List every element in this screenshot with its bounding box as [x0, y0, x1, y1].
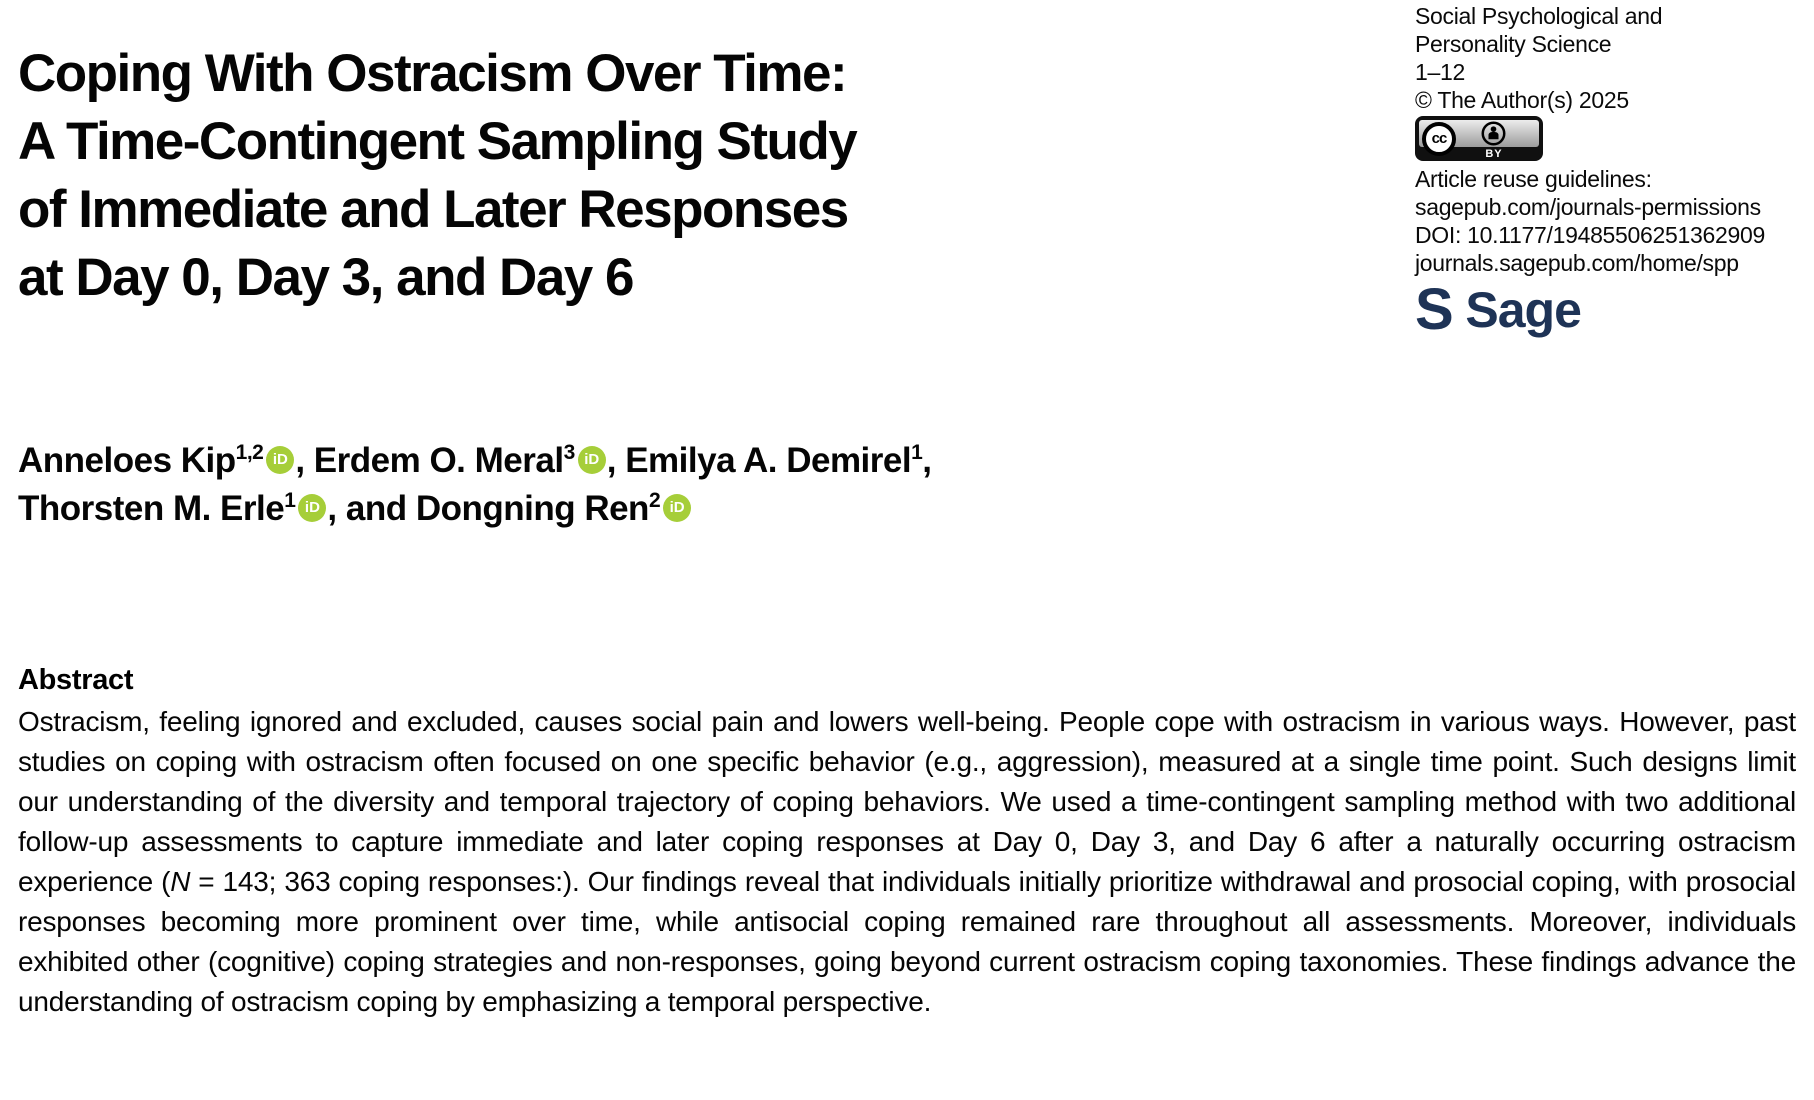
orcid-icon[interactable]: iD	[266, 446, 294, 474]
journal-copyright: © The Author(s) 2025	[1415, 87, 1629, 113]
author-name: Emilya A. Demirel	[625, 441, 912, 480]
title-line-4: at Day 0, Day 3, and Day 6	[18, 248, 633, 307]
sage-logo-text: Sage	[1465, 282, 1581, 338]
journal-pages: 1–12	[1415, 59, 1465, 85]
author-separator: , and	[327, 489, 416, 528]
orcid-icon[interactable]: iD	[298, 494, 326, 522]
abstract-italic-n: N	[170, 866, 191, 897]
author-separator: ,	[295, 441, 314, 480]
orcid-icon[interactable]: iD	[663, 494, 691, 522]
cc-icon: cc	[1422, 122, 1456, 156]
cc-by-label: BY	[1485, 148, 1503, 160]
author-affiliation-sup: 1	[911, 441, 923, 465]
abstract-text-part1: Ostracism, feeling ignored and excluded, causes social pain and lowers well-being. People cope with ostracism in various ways. However, past studies on coping with ostracism often focused on one specific behavior (e.g., aggression), measured at a single time point. Such designs limit our understanding of the diversity and temporal trajectory of coping behaviors. We used a time-contingent sampling method with two additional follow-up assessments to capture immediate and later coping responses at Day 0, Day 3, and Day 6 after a naturally occurring ostracism experience (	[18, 706, 1796, 897]
abstract-heading: Abstract	[18, 664, 134, 696]
author-ren	[416, 489, 692, 528]
author-erle	[18, 489, 416, 528]
title-line-3: of Immediate and Later Responses	[18, 180, 848, 239]
title-line-2: A Time-Contingent Sampling Study	[18, 112, 857, 171]
journal-name-line2: Personality Science	[1415, 31, 1612, 57]
author-line-1	[18, 437, 932, 485]
sage-s-icon: S	[1415, 277, 1454, 342]
doi-link[interactable]: DOI: 10.1177/19485506251362909	[1415, 222, 1765, 248]
author-kip	[18, 441, 314, 480]
journal-info-column	[1415, 0, 1810, 342]
author-name: Erdem O. Meral	[313, 441, 564, 480]
author-list	[18, 437, 932, 533]
author-separator: ,	[606, 441, 626, 480]
cc-by-license-badge[interactable]	[1415, 116, 1543, 161]
sage-logo	[1415, 277, 1810, 342]
author-affiliation-sup: 3	[563, 441, 575, 465]
author-separator: ,	[922, 441, 932, 480]
permissions-link[interactable]: sagepub.com/journals-permissions	[1415, 194, 1761, 220]
author-affiliation-sup: 1	[284, 489, 296, 513]
abstract-text-part2: = 143; 363 coping responses:). Our findings reveal that individuals initially prioritize withdrawal and prosocial coping, with prosocial responses becoming more prominent over time, while antisocial coping remained rare throughout all assessments. Moreover, individuals exhibited other (cognitive) coping strategies and non-responses, going beyond current ostracism coping taxonomies. These findings advance the understanding of ostracism coping by emphasizing a temporal perspective.	[18, 866, 1796, 1017]
person-icon	[1481, 121, 1506, 152]
author-name: Dongning Ren	[415, 489, 649, 528]
abstract-section	[18, 660, 1796, 1022]
title-line-1: Coping With Ostracism Over Time:	[18, 44, 847, 103]
journal-homepage-link[interactable]: journals.sagepub.com/home/spp	[1415, 250, 1739, 276]
author-name: Thorsten M. Erle	[18, 489, 285, 528]
abstract-text	[18, 702, 1796, 1022]
author-affiliation-sup: 2	[648, 489, 661, 513]
article-title	[18, 40, 856, 312]
author-demirel	[625, 441, 931, 480]
journal-name-line1: Social Psychological and	[1415, 3, 1663, 29]
orcid-icon[interactable]: iD	[578, 446, 606, 474]
author-name: Anneloes Kip	[18, 441, 236, 480]
author-line-2	[18, 485, 932, 533]
author-meral	[314, 441, 625, 480]
reuse-guidelines-label: Article reuse guidelines:	[1415, 166, 1652, 192]
author-affiliation-sup: 1,2	[235, 441, 264, 465]
